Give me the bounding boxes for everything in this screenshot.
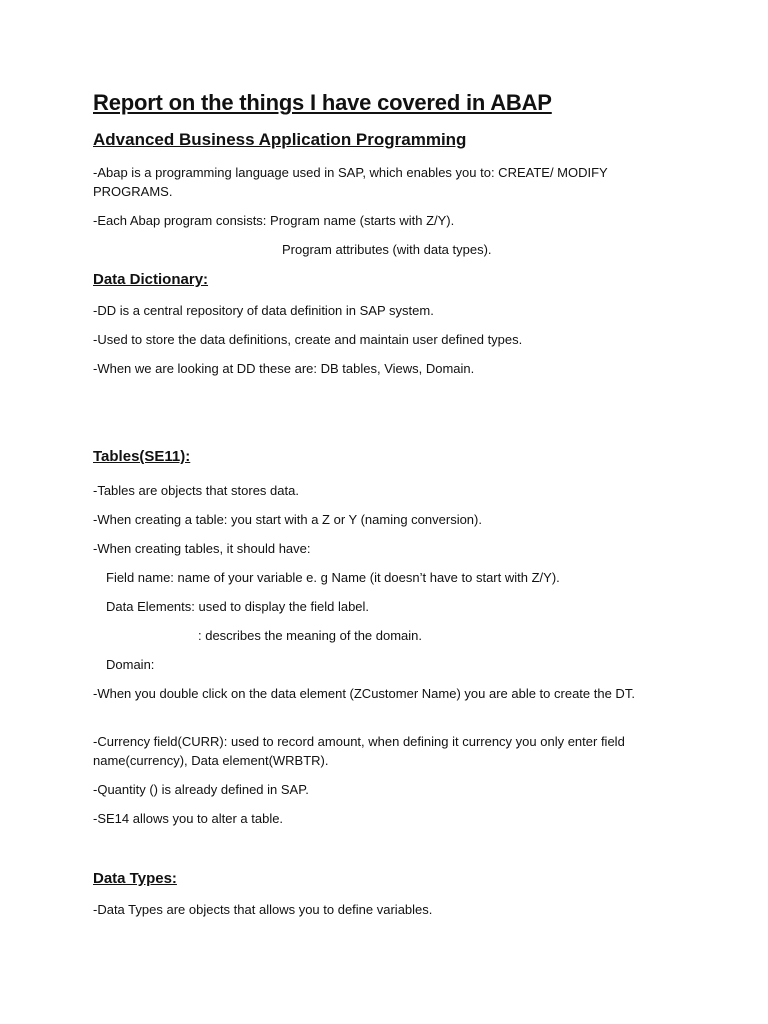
tables-paragraph-double-click: -When you double click on the data element (ZCustomer Name) you are able to create the DT. xyxy=(93,686,635,701)
data-dictionary-paragraph-2: -Used to store the data definitions, create and maintain user defined types. xyxy=(93,332,523,347)
intro-paragraph-1: -Abap is a programming language used in SAP, which enables you to: CREATE/ MODIFY PROGRAMS. xyxy=(93,165,608,199)
data-dictionary-heading: Data Dictionary: xyxy=(93,271,209,288)
data-types-heading: Data Types: xyxy=(93,870,177,887)
tables-paragraph-1: -Tables are objects that stores data. xyxy=(93,483,299,498)
tables-domain-label: Domain: xyxy=(106,657,155,672)
document-title: Report on the things I have covered in ABAP xyxy=(93,90,552,115)
data-dictionary-paragraph-1: -DD is a central repository of data definition in SAP system. xyxy=(93,303,434,318)
tables-data-elements: Data Elements: used to display the field label. xyxy=(106,599,370,614)
tables-paragraph-2: -When creating a table: you start with a Z or Y (naming conversion). xyxy=(93,512,482,527)
tables-paragraph-currency: -Currency field(CURR): used to record amount, when defining it currency you only enter field name(currency), Data element(WRBTR). xyxy=(93,734,625,768)
data-types-paragraph-1: -Data Types are objects that allows you to define variables. xyxy=(93,902,433,917)
tables-paragraph-3: -When creating tables, it should have: xyxy=(93,541,311,556)
intro-paragraph-2: -Each Abap program consists: Program name (starts with Z/Y). xyxy=(93,213,455,228)
tables-paragraph-quantity: -Quantity () is already defined in SAP. xyxy=(93,782,309,797)
tables-paragraph-se14: -SE14 allows you to alter a table. xyxy=(93,811,284,826)
tables-heading: Tables(SE11): xyxy=(93,448,191,465)
tables-domain-meaning: : describes the meaning of the domain. xyxy=(198,628,423,643)
intro-paragraph-3: Program attributes (with data types). xyxy=(282,242,492,257)
document-subtitle: Advanced Business Application Programming xyxy=(93,130,467,149)
tables-field-name: Field name: name of your variable e. g Name (it doesn’t have to start with Z/Y). xyxy=(106,570,560,585)
data-dictionary-paragraph-3: -When we are looking at DD these are: DB tables, Views, Domain. xyxy=(93,361,475,376)
